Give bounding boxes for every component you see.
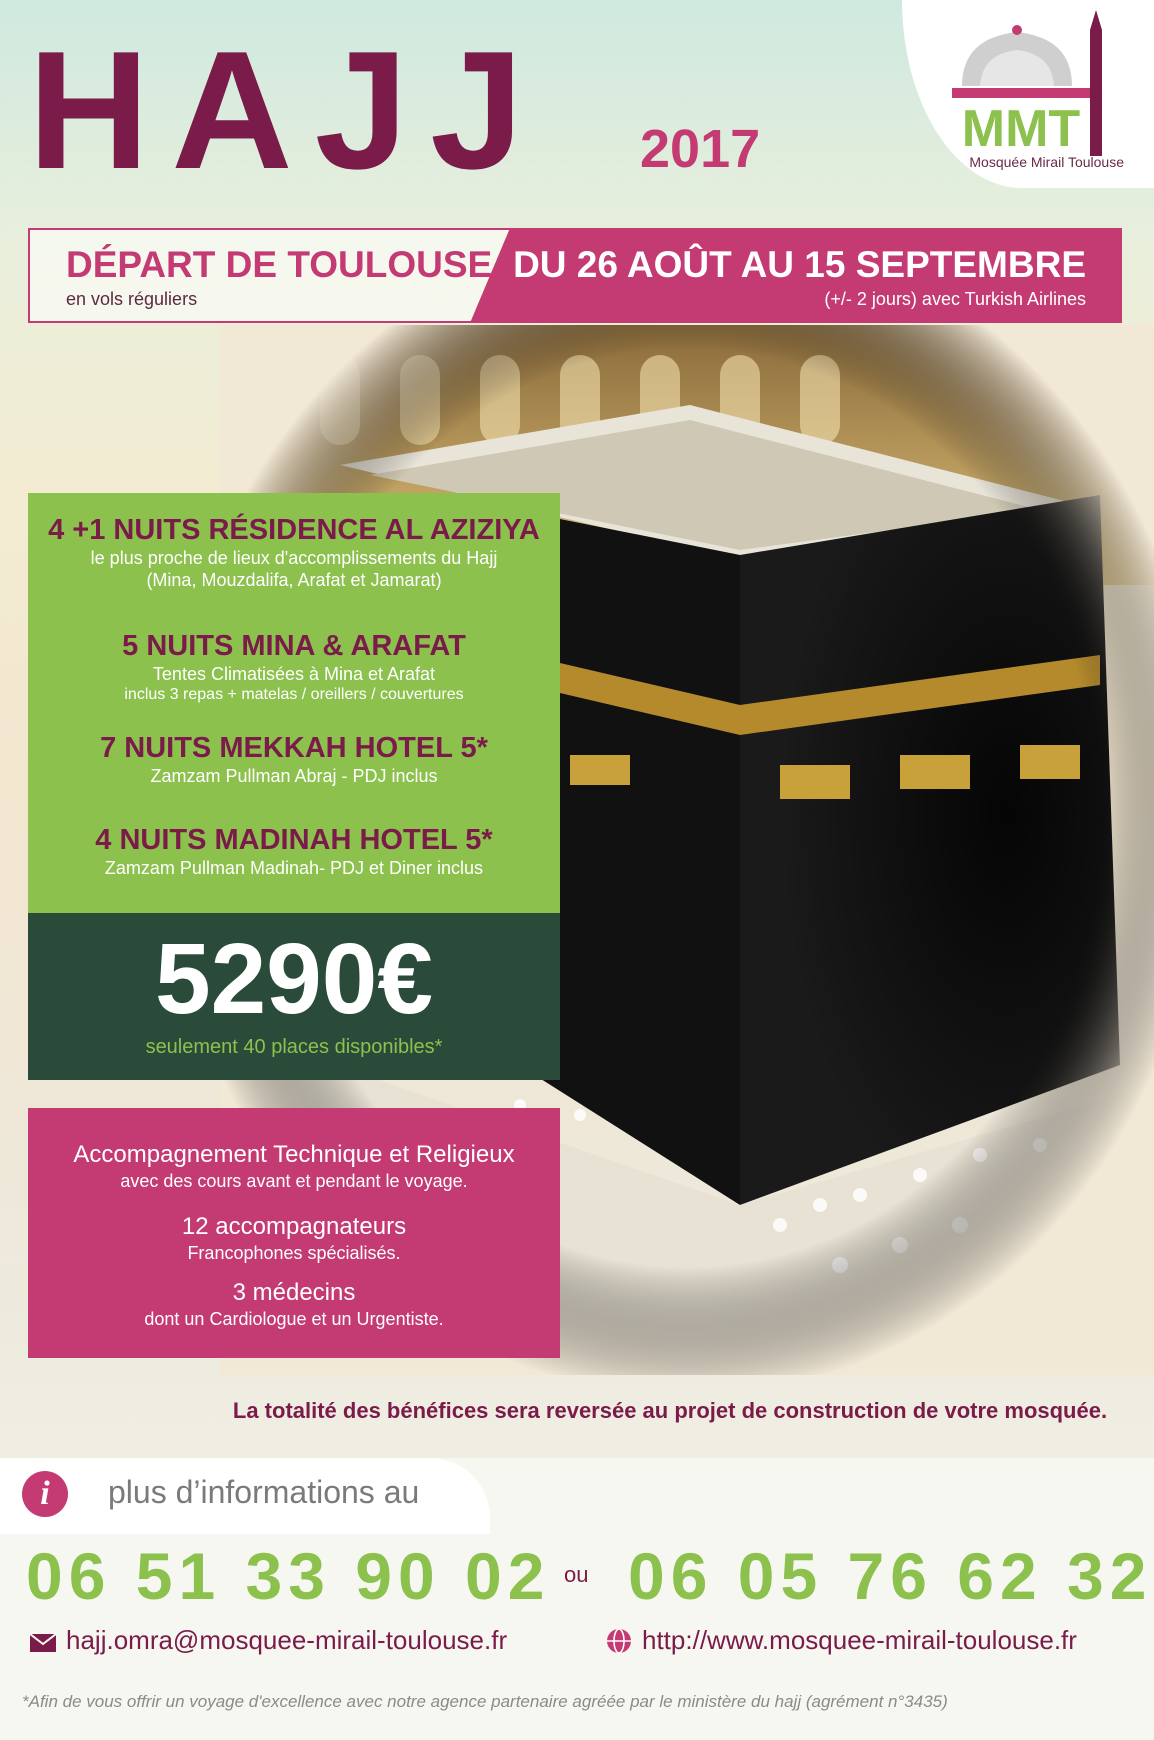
services-box xyxy=(28,1108,560,1358)
package-item-madinah xyxy=(28,823,560,879)
service-detail: Francophones spécialisés. xyxy=(187,1243,401,1263)
package-item-mina-arafat xyxy=(28,629,560,705)
package-item-title: 4 NUITS MADINAH HOTEL 5* xyxy=(95,824,493,856)
logo-monogram: MMT xyxy=(961,100,1081,158)
service-item xyxy=(28,1140,560,1192)
package-item-detail: (Mina, Mouzdalifa, Arafat et Jamarat) xyxy=(146,570,442,590)
service-item xyxy=(28,1278,560,1330)
departure-title: DÉPART DE TOULOUSE xyxy=(66,244,493,285)
service-title: 12 accompagnateurs xyxy=(181,1213,407,1240)
envelope-icon xyxy=(30,1634,56,1652)
package-item-title: 4 +1 NUITS RÉSIDENCE AL AZIZIYA xyxy=(48,514,540,546)
benefit-statement xyxy=(0,1398,1154,1424)
package-item-detail: Tentes Climatisées à Mina et Arafat xyxy=(152,664,436,684)
benefit-text: La totalité des bénéfices sera reversée au projet de construction de votre mosquée. xyxy=(232,1398,1108,1423)
package-item-aziziya xyxy=(28,513,560,591)
info-label: plus d’informations au xyxy=(108,1474,420,1510)
service-title: 3 médecins xyxy=(232,1279,356,1306)
departure-subtitle: en vols réguliers xyxy=(66,289,198,309)
poster-title: HAJJ xyxy=(28,16,546,204)
package-item-mekkah xyxy=(28,731,560,787)
service-detail: avec des cours avant et pendant le voyage. xyxy=(120,1171,468,1191)
poster-year: 2017 xyxy=(640,119,761,179)
service-item xyxy=(28,1212,560,1264)
price: 5290€ xyxy=(154,923,434,1035)
travel-dates-note: (+/- 2 jours) avec Turkish Airlines xyxy=(824,289,1086,309)
travel-dates: DU 26 AOÛT AU 15 SEPTEMBRE xyxy=(513,244,1086,285)
package-item-detail: inclus 3 repas + matelas / oreillers / couvertures xyxy=(124,686,464,703)
phone-separator: ou xyxy=(564,1562,589,1587)
phone-number-1[interactable]: 06 51 33 90 02 xyxy=(26,1539,551,1613)
email-link[interactable]: hajj.omra@mosquee-mirail-toulouse.fr xyxy=(66,1625,508,1655)
logo-caption: Mosquée Mirail Toulouse xyxy=(969,154,1124,170)
package-item-title: 7 NUITS MEKKAH HOTEL 5* xyxy=(100,732,488,764)
website-link[interactable]: http://www.mosquee-mirail-toulouse.fr xyxy=(642,1625,1077,1655)
package-item-title: 5 NUITS MINA & ARAFAT xyxy=(122,630,466,662)
availability-note: seulement 40 places disponibles* xyxy=(145,1036,443,1058)
mosque-logo-icon xyxy=(922,8,1132,176)
service-title: Accompagnement Technique et Religieux xyxy=(73,1141,515,1168)
phone-number-2[interactable]: 06 05 76 62 32 xyxy=(628,1539,1153,1613)
package-box xyxy=(28,493,560,913)
package-item-detail: Zamzam Pullman Madinah- PDJ et Diner inclus xyxy=(104,858,484,878)
service-detail: dont un Cardiologue et un Urgentiste. xyxy=(144,1309,444,1329)
info-icon: i xyxy=(22,1471,68,1517)
package-item-detail: le plus proche de lieux d'accomplissements du Hajj xyxy=(90,548,498,568)
package-item-detail: Zamzam Pullman Abraj - PDJ inclus xyxy=(150,766,438,786)
disclaimer: *Afin de vous offrir un voyage d'excellence avec notre agence partenaire agréée par le ministère du hajj (agrément n°3435) xyxy=(22,1692,948,1711)
globe-icon xyxy=(606,1628,632,1654)
